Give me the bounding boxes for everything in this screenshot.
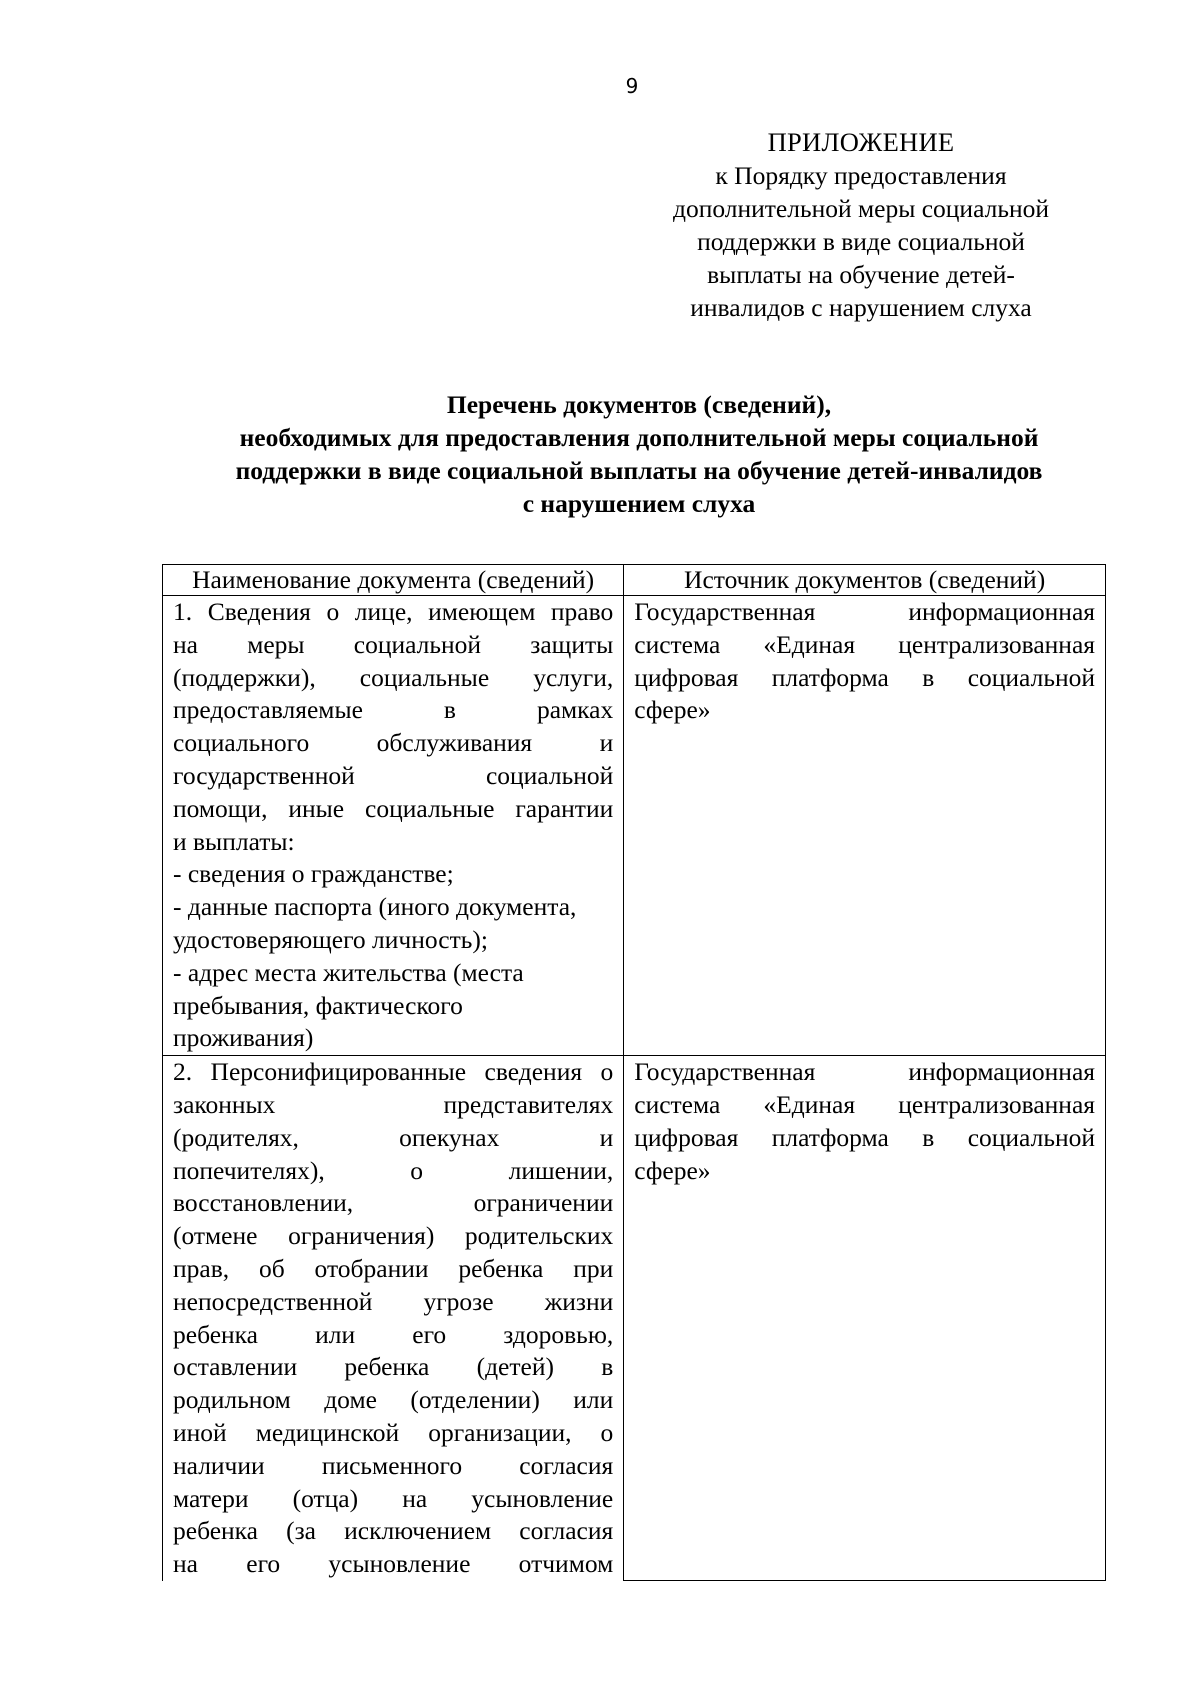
appendix-line: дополнительной меры социальной [672,194,1050,223]
cell-line: на его усыновление отчимом [173,1549,614,1579]
cell-line: ребенка или его здоровью, [173,1319,614,1349]
table-row [163,1056,1106,1581]
cell-line: 2. Персонифицированные сведения о [173,1057,614,1087]
cell-line: Государственная информационная [634,1057,1095,1087]
document-list-title [160,388,1118,520]
cell-line: восстановлении, ограничении [173,1188,614,1218]
appendix-header [646,126,1076,324]
cell-line: Государственная информационная [634,597,1095,626]
cell-line: цифровая платформа в социальной [634,662,1095,692]
document-source-cell [624,1056,1106,1581]
cell-line: цифровая платформа в социальной [634,1122,1095,1152]
appendix-line: к Порядку предоставления [715,161,1007,190]
cell-line: государственной социальной [173,760,614,790]
cell-line: социального обслуживания и [173,728,614,758]
cell-line: - данные паспорта (иного документа, [173,892,577,922]
cell-line: оставлении ребенка (детей) в [173,1352,614,1382]
cell-line: предоставляемые в рамках [173,695,614,725]
cell-line: система «Единая централизованная [634,629,1095,659]
cell-line: система «Единая централизованная [634,1089,1095,1119]
cell-line: непосредственной угрозе жизни [173,1286,614,1316]
title-line: с нарушением слуха [522,489,756,518]
cell-line: законных представителях [173,1089,614,1119]
page-number: 9 [625,74,639,98]
cell-line: и выплаты: [173,826,295,856]
cell-line: - сведения о гражданстве; [173,859,454,889]
header-document-source: Источник документов (сведений) [624,565,1106,596]
document-name-cell [163,596,624,1056]
cell-line: - адрес места жительства (места [173,957,524,987]
title-line: поддержки в виде социальной выплаты на обучение детей-инвалидов [235,456,1043,485]
cell-line: (родителях, опекунах и [173,1122,614,1152]
cell-line: попечителях), о лишении, [173,1155,614,1185]
document-name-cell [163,1056,624,1581]
cell-line: ребенка (за исключением согласия [173,1516,614,1546]
appendix-line: поддержки в виде социальной [697,227,1025,256]
cell-line: иной медицинской организации, о [173,1417,614,1447]
cell-line: (поддержки), социальные услуги, [173,662,614,692]
cell-line: сфере» [634,695,711,725]
appendix-title: ПРИЛОЖЕНИЕ [767,127,955,157]
cell-line: наличии письменного согласия [173,1450,614,1480]
cell-line: помощи, иные социальные гарантии [173,793,614,823]
cell-line: пребывания, фактического [173,990,463,1020]
cell-line: родильном доме (отделении) или [173,1385,614,1415]
cell-line: проживания) [173,1023,314,1053]
cell-line: (отмене ограничения) родительских [173,1221,614,1251]
documents-table [162,564,1106,1581]
table-row [163,596,1106,1056]
cell-line: на меры социальной защиты [173,629,614,659]
cell-line: сфере» [634,1155,711,1185]
table-header-row [163,565,1106,596]
header-document-name: Наименование документа (сведений) [163,565,624,596]
title-line: необходимых для предоставления дополнительной меры социальной [239,423,1039,452]
appendix-line: инвалидов с нарушением слуха [690,293,1032,322]
cell-line: 1. Сведения о лице, имеющем право [173,597,614,626]
cell-line: прав, об отобрании ребенка при [173,1253,614,1283]
appendix-line: выплаты на обучение детей- [707,260,1015,289]
title-line: Перечень документов (сведений), [446,390,832,419]
document-source-cell [624,596,1106,1056]
cell-line: удостоверяющего личность); [173,924,488,954]
cell-line: матери (отца) на усыновление [173,1483,614,1513]
